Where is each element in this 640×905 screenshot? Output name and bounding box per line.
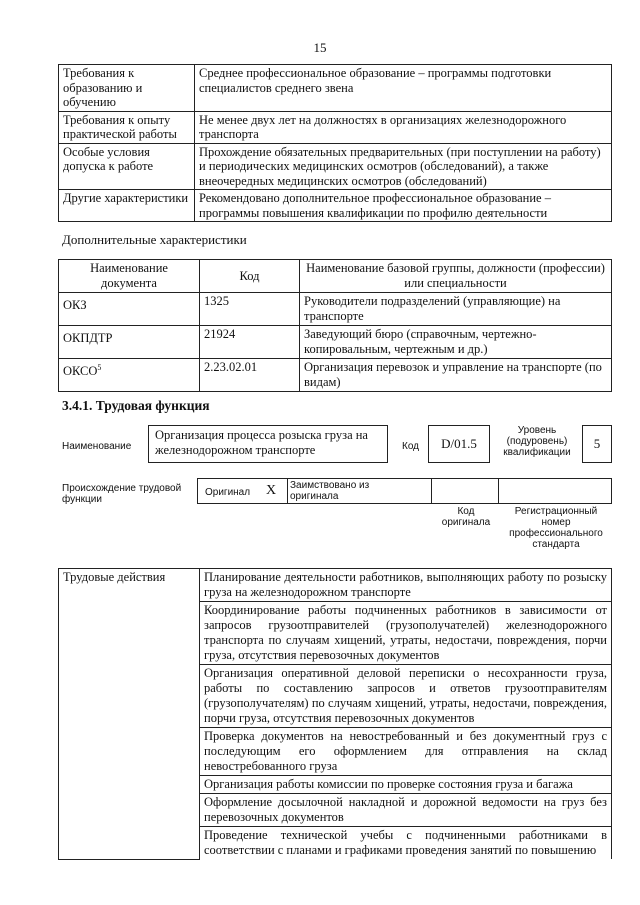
name-cell: Заведующий бюро (справочным, чертежно-копировальным, чертежным и др.)	[300, 326, 612, 359]
action-item: Организация работы комиссии по проверке состояния груза и багажа	[200, 776, 612, 794]
original-mark: X	[266, 483, 277, 498]
requirement-value: Рекомендовано дополнительное профессиональное образование – программы повышения квалификации по профилю деятельности	[195, 190, 612, 222]
level-label: Уровень (подуровень) квалификации	[503, 425, 571, 458]
requirement-label: Требования к опыту практической работы	[59, 111, 195, 143]
additional-table	[58, 259, 612, 392]
action-item: Планирование деятельности работников, выполняющих работу по розыску груза на железнодорожном транспорте	[200, 569, 612, 602]
code-cell: 2.23.02.01	[200, 359, 300, 392]
reg-caption: Регистрационный номер профессионального стандарта	[509, 506, 603, 550]
borrowed-label: Заимствовано из оригинала	[290, 480, 370, 502]
requirements-table	[58, 64, 612, 222]
requirement-label: Другие характеристики	[59, 190, 195, 222]
name-cell: Руководители подразделений (управляющие) на транспорте	[300, 293, 612, 326]
additional-title: Дополнительные характеристики	[62, 232, 247, 247]
code-cell: 21924	[200, 326, 300, 359]
doc-cell: ОКСО$^5$	[59, 359, 200, 392]
actions-label: Трудовые действия	[59, 569, 200, 860]
level-value: 5	[582, 425, 612, 463]
table-row	[59, 569, 612, 602]
code-label: Код	[402, 441, 420, 452]
table-row	[59, 65, 612, 112]
column-header: Наименование базовой группы, должности (профессии) или специальности	[300, 260, 612, 293]
requirement-value: Среднее профессиональное образование – программы подготовки специалистов среднего звена	[195, 65, 612, 112]
table-header-row	[59, 260, 612, 293]
table-row	[59, 293, 612, 326]
origin-label: Происхождение трудовой функции	[62, 483, 182, 505]
requirement-label: Требования к образованию и обучению	[59, 65, 195, 112]
requirement-value: Прохождение обязательных предварительных (при поступлении на работу) и периодических медицинских осмотров (обследований), а также внеочередных медицинских осмотров (обследований)	[195, 143, 612, 190]
table-row	[59, 190, 612, 222]
table-row	[59, 359, 612, 392]
action-item: Проверка документов на невостребованный и без документный груз с последующим его оформлением для отправления на склад невостребованного груза	[200, 728, 612, 776]
requirement-label: Особые условия допуска к работе	[59, 143, 195, 190]
original-label: Оригинал	[205, 487, 251, 498]
requirement-value: Не менее двух лет на должностях в организациях железнодорожного транспорта	[195, 111, 612, 143]
column-header: Код	[200, 260, 300, 293]
column-header: Наименование документа	[59, 260, 200, 293]
name-label: Наименование	[62, 441, 132, 452]
action-item: Проведение технической учебы с подчиненными работниками в соответствии с планами и графиками проведения занятий по повышению	[200, 827, 612, 860]
function-code: D/01.5	[428, 425, 490, 463]
code-caption: Код оригинала	[441, 506, 491, 528]
code-cell: 1325	[200, 293, 300, 326]
table-row	[59, 326, 612, 359]
actions-table	[58, 568, 612, 860]
table-row	[59, 143, 612, 190]
page-number: 15	[313, 40, 327, 55]
table-row	[59, 111, 612, 143]
doc-cell: ОКПДТР	[59, 326, 200, 359]
action-item: Организация оперативной деловой переписки о несохранности груза, работы по составлению запросов и ответов грузоотправителям (грузополучателям) по случаям хищений, утраты, недостачи, повреждения, порчи груза, отсутствия перевозочных документов	[200, 665, 612, 728]
action-item: Оформление досылочной накладной и дорожной ведомости на груз без перевозочных документов	[200, 794, 612, 827]
name-cell: Организация перевозок и управление на транспорте (по видам)	[300, 359, 612, 392]
function-name: Организация процесса розыска груза на железнодорожном транспорте	[148, 425, 388, 463]
doc-cell: ОКЗ	[59, 293, 200, 326]
section-title: 3.4.1. Трудовая функция	[62, 398, 210, 413]
action-item: Координирование работы подчиненных работников в зависимости от запросов грузоотправителей (грузополучателей) железнодорожного транспорта по случаям хищений, утраты, недостачи, повреждения, порчи груза, отсутствия перевозочных документов	[200, 602, 612, 665]
